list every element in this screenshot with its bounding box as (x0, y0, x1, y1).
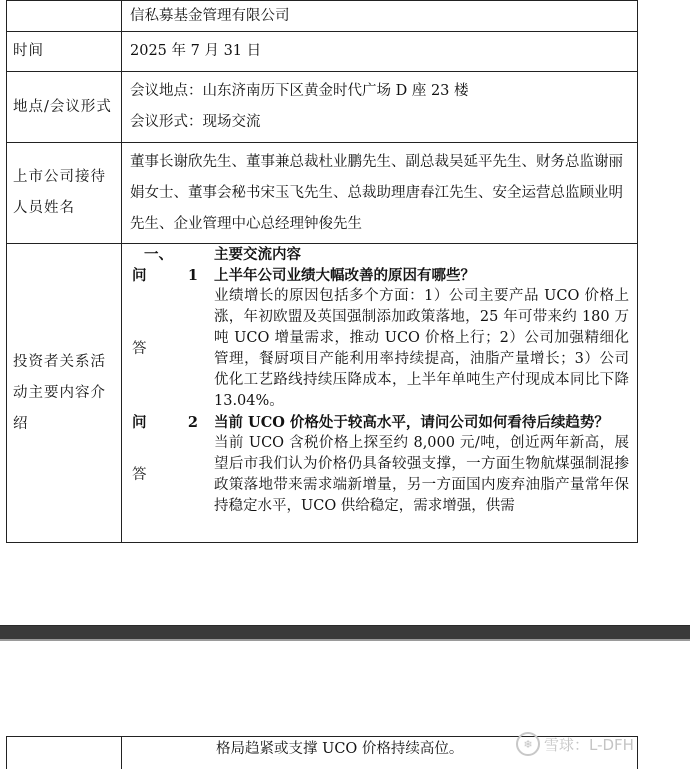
meeting-form: 会议形式：现场交流 (130, 107, 629, 138)
answer-2-continued: 格局趋紧或支撑 UCO 价格持续高位。 (122, 737, 638, 769)
question-number: 2 (188, 412, 198, 433)
answer-2-label: 答 (122, 433, 214, 517)
people-label: 上市公司接待人员姓名 (7, 143, 122, 244)
table-row (7, 1, 638, 32)
snowball-logo-icon: ❄ (516, 732, 540, 756)
answer-1-text: 业绩增长的原因包括多个方面：1）公司主要产品 UCO 价格上涨，年初欧盟及英国强制添加政策落地，25 年可带来约 180 万吨 UCO 增量需求，推动 UCO 价格上行；2）公司加强精细化管理，餐厨项目产能利用率持续提高，油脂产量增长；3）公司优化工艺路线持续压降成本，上半年单吨生产付现成本同比下降 13.04%。 (214, 286, 637, 412)
meeting-location: 会议地点：山东济南历下区黄金时代广场 D 座 23 楼 (130, 76, 629, 107)
people-value: 董事长谢欣先生、董事兼总裁杜业鹏先生、副总裁吴延平先生、财务总监谢丽娟女士、董事会秘书宋玉飞先生、总裁助理唐春江先生、安全运营总监顾业明先生、企业管理中心总经理钟俊先生 (122, 143, 638, 244)
question-prefix: 问 (132, 265, 147, 286)
investor-relations-table (6, 0, 638, 543)
answer-2-text: 当前 UCO 含税价格上探至约 8,000 元/吨，创近两年新高，展望后市我们认为价格仍具备较强支撑，一方面生物航煤强制混掺政策落地带来需求端新增量，另一方面国内废弃油脂产量常年保持稳定水平，UCO 供给稳定，需求增强，供需 (214, 433, 637, 517)
section-number: 一、 (122, 244, 214, 265)
activity-content (122, 244, 638, 543)
place-label: 地点/会议形式 (7, 72, 122, 143)
question-2-text: 当前 UCO 价格处于较高水平，请问公司如何看待后续趋势？ (214, 412, 637, 433)
question-1-label (122, 265, 214, 286)
table-row (7, 72, 638, 143)
watermark (516, 732, 634, 756)
section-title: 主要交流内容 (214, 244, 637, 265)
answer-1-label: 答 (122, 286, 214, 412)
activity-label: 投资者关系活动主要内容介绍 (7, 244, 122, 543)
question-number: 1 (188, 265, 198, 286)
table-row (7, 32, 638, 72)
row-label-empty (7, 1, 122, 32)
question-prefix: 问 (132, 412, 147, 433)
participant-org-continued: 信私募基金管理有限公司 (122, 1, 638, 32)
time-value: 2025 年 7 月 31 日 (122, 32, 638, 72)
place-value (122, 72, 638, 143)
table-row (7, 143, 638, 244)
question-2-label (122, 412, 214, 433)
question-1-text: 上半年公司业绩大幅改善的原因有哪些？ (214, 265, 637, 286)
watermark-text: 雪球：L-DFH (544, 734, 634, 755)
table-row (7, 244, 638, 543)
qa-block (122, 244, 637, 517)
page-divider (0, 625, 690, 640)
time-label: 时间 (7, 32, 122, 72)
row-label-empty (7, 737, 122, 769)
